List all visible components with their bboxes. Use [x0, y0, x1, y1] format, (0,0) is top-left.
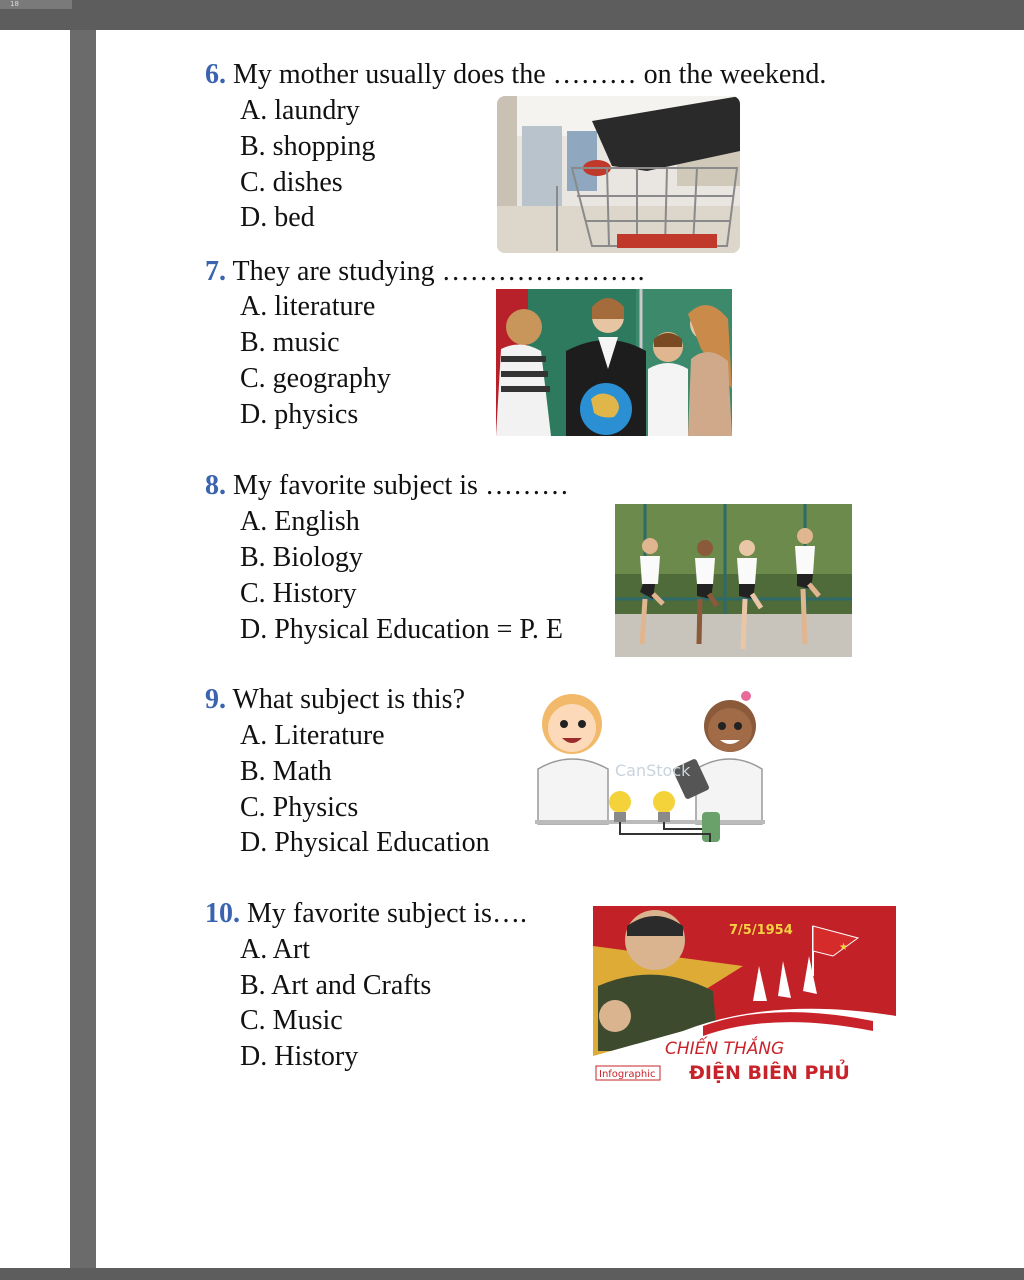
previous-page-edge: [0, 30, 70, 1270]
option-a: A. Literature: [240, 720, 385, 751]
option-a: A. literature: [240, 291, 376, 322]
poster-date: 7/5/1954: [729, 923, 793, 938]
poster-line-1: CHIẾN THẮNG: [665, 1039, 785, 1059]
option-b: B. Biology: [240, 542, 363, 573]
watermark: CanStock: [615, 761, 691, 780]
shopping-cart-photo: [497, 96, 740, 253]
svg-text:★: ★: [839, 942, 848, 953]
option-c: C. geography: [240, 363, 391, 394]
option-c: C. History: [240, 578, 357, 609]
viewer-toolbar: [0, 0, 1024, 30]
viewer-bottom-bar: [0, 1268, 1024, 1280]
option-b: B. music: [240, 327, 340, 358]
question-text: My favorite subject is….: [247, 898, 527, 929]
question-8: [205, 470, 569, 502]
question-text: What subject is this?: [232, 684, 466, 715]
option-b: B. Art and Crafts: [240, 970, 432, 1001]
classroom-globe-photo: [496, 289, 732, 436]
option-c: C. Physics: [240, 792, 359, 823]
question-number: 7.: [205, 256, 226, 287]
option-d: D. physics: [240, 399, 359, 430]
option-a: A. laundry: [240, 95, 360, 126]
option-b: B. Math: [240, 756, 332, 787]
question-text: My mother usually does the ……… on the weekend.: [233, 59, 827, 90]
exercise-class-photo: [615, 504, 852, 657]
option-a: A. English: [240, 506, 360, 537]
question-text: They are studying ………………….: [232, 256, 645, 287]
kids-circuit-cartoon: [530, 684, 770, 860]
question-text: My favorite subject is ………: [233, 470, 569, 501]
poster-tag: Infographic: [599, 1069, 656, 1080]
question-7: [205, 256, 645, 288]
question-9: [205, 684, 465, 716]
page-gutter: [70, 30, 96, 1270]
question-10: [205, 898, 527, 930]
option-b: B. shopping: [240, 131, 376, 162]
ruler: [0, 0, 72, 9]
ruler-label: 18: [10, 0, 19, 8]
option-d: D. Physical Education: [240, 827, 490, 858]
question-number: 8.: [205, 470, 226, 501]
dien-bien-phu-infographic: [593, 906, 896, 1088]
question-6: [205, 59, 826, 91]
option-c: C. dishes: [240, 167, 343, 198]
option-a: A. Art: [240, 934, 310, 965]
option-d: D. bed: [240, 202, 315, 233]
option-c: C. Music: [240, 1005, 343, 1036]
option-d: D. Physical Education = P. E: [240, 614, 563, 645]
question-number: 10.: [205, 898, 240, 929]
option-d: D. History: [240, 1041, 359, 1072]
poster-line-2: ĐIỆN BIÊN PHỦ: [689, 1062, 850, 1084]
question-number: 6.: [205, 59, 226, 90]
question-number: 9.: [205, 684, 226, 715]
